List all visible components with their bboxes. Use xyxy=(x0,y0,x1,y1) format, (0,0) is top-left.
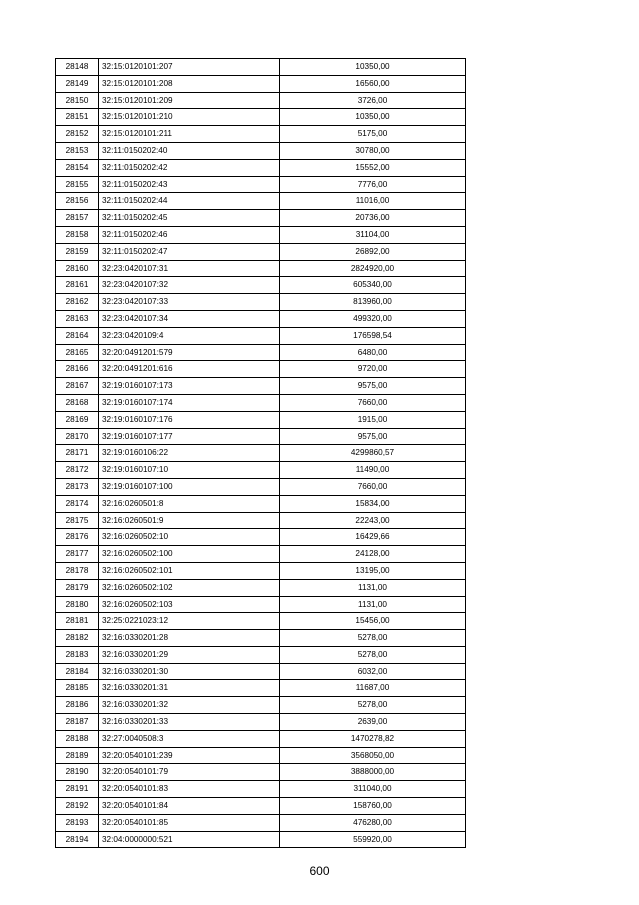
table-row xyxy=(56,512,466,529)
cadastral-number-cell: 32:16:0330201:29 xyxy=(99,646,280,663)
cadastral-number-cell: 32:20:0491201:579 xyxy=(99,344,280,361)
cadastral-number-cell: 32:23:0420107:33 xyxy=(99,294,280,311)
table-row xyxy=(56,260,466,277)
value-cell: 3726,00 xyxy=(280,92,466,109)
table-row xyxy=(56,462,466,479)
cadastral-number-cell: 32:11:0150202:44 xyxy=(99,193,280,210)
value-cell: 9720,00 xyxy=(280,361,466,378)
row-number-cell: 28194 xyxy=(56,831,99,848)
cadastral-number-cell: 32:16:0260502:10 xyxy=(99,529,280,546)
cadastral-number-cell: 32:16:0330201:32 xyxy=(99,697,280,714)
cadastral-number-cell: 32:20:0491201:616 xyxy=(99,361,280,378)
value-cell: 1131,00 xyxy=(280,579,466,596)
row-number-cell: 28165 xyxy=(56,344,99,361)
row-number-cell: 28174 xyxy=(56,495,99,512)
value-cell: 605340,00 xyxy=(280,277,466,294)
table-row xyxy=(56,75,466,92)
cadastral-number-cell: 32:20:0540101:85 xyxy=(99,814,280,831)
row-number-cell: 28193 xyxy=(56,814,99,831)
value-cell: 5278,00 xyxy=(280,697,466,714)
cadastral-number-cell: 32:15:0120101:210 xyxy=(99,109,280,126)
cadastral-number-cell: 32:16:0330201:33 xyxy=(99,714,280,731)
row-number-cell: 28170 xyxy=(56,428,99,445)
cadastral-number-cell: 32:16:0260502:101 xyxy=(99,562,280,579)
cadastral-number-cell: 32:20:0540101:84 xyxy=(99,798,280,815)
row-number-cell: 28152 xyxy=(56,126,99,143)
table-row xyxy=(56,478,466,495)
row-number-cell: 28150 xyxy=(56,92,99,109)
row-number-cell: 28181 xyxy=(56,613,99,630)
cadastral-number-cell: 32:19:0160107:177 xyxy=(99,428,280,445)
table-row xyxy=(56,361,466,378)
cadastral-number-cell: 32:27:0040508:3 xyxy=(99,730,280,747)
value-cell: 15552,00 xyxy=(280,159,466,176)
table-row xyxy=(56,310,466,327)
row-number-cell: 28154 xyxy=(56,159,99,176)
value-cell: 5175,00 xyxy=(280,126,466,143)
row-number-cell: 28185 xyxy=(56,680,99,697)
table-row xyxy=(56,730,466,747)
row-number-cell: 28187 xyxy=(56,714,99,731)
table-row xyxy=(56,210,466,227)
table-row xyxy=(56,747,466,764)
cadastral-number-cell: 32:19:0160107:176 xyxy=(99,411,280,428)
cadastral-number-cell: 32:19:0160106:22 xyxy=(99,445,280,462)
cadastral-number-cell: 32:19:0160107:174 xyxy=(99,394,280,411)
table-row xyxy=(56,630,466,647)
table-row xyxy=(56,714,466,731)
value-cell: 7660,00 xyxy=(280,394,466,411)
value-cell: 30780,00 xyxy=(280,142,466,159)
value-cell: 813960,00 xyxy=(280,294,466,311)
row-number-cell: 28153 xyxy=(56,142,99,159)
cadastral-number-cell: 32:16:0260501:9 xyxy=(99,512,280,529)
table-row xyxy=(56,781,466,798)
value-cell: 7660,00 xyxy=(280,478,466,495)
value-cell: 9575,00 xyxy=(280,378,466,395)
table-row xyxy=(56,327,466,344)
value-cell: 9575,00 xyxy=(280,428,466,445)
cadastral-number-cell: 32:16:0260502:100 xyxy=(99,546,280,563)
table-row xyxy=(56,831,466,848)
table-row xyxy=(56,445,466,462)
cadastral-number-cell: 32:15:0120101:209 xyxy=(99,92,280,109)
value-cell: 15456,00 xyxy=(280,613,466,630)
row-number-cell: 28182 xyxy=(56,630,99,647)
table-row xyxy=(56,243,466,260)
value-cell: 13195,00 xyxy=(280,562,466,579)
row-number-cell: 28166 xyxy=(56,361,99,378)
value-cell: 10350,00 xyxy=(280,59,466,76)
row-number-cell: 28171 xyxy=(56,445,99,462)
cadastral-number-cell: 32:25:0221023:12 xyxy=(99,613,280,630)
cadastral-number-cell: 32:16:0330201:28 xyxy=(99,630,280,647)
cadastral-number-cell: 32:15:0120101:207 xyxy=(99,59,280,76)
row-number-cell: 28167 xyxy=(56,378,99,395)
row-number-cell: 28161 xyxy=(56,277,99,294)
row-number-cell: 28190 xyxy=(56,764,99,781)
value-cell: 2824920,00 xyxy=(280,260,466,277)
value-cell: 24128,00 xyxy=(280,546,466,563)
cadastral-number-cell: 32:16:0260501:8 xyxy=(99,495,280,512)
table-row xyxy=(56,646,466,663)
row-number-cell: 28186 xyxy=(56,697,99,714)
cadastral-number-cell: 32:19:0160107:173 xyxy=(99,378,280,395)
value-cell: 499320,00 xyxy=(280,310,466,327)
cadastral-number-cell: 32:11:0150202:46 xyxy=(99,226,280,243)
row-number-cell: 28180 xyxy=(56,596,99,613)
cadastral-number-cell: 32:11:0150202:40 xyxy=(99,142,280,159)
table-body xyxy=(56,59,466,848)
table-row xyxy=(56,142,466,159)
row-number-cell: 28178 xyxy=(56,562,99,579)
row-number-cell: 28176 xyxy=(56,529,99,546)
cadastral-number-cell: 32:16:0260502:103 xyxy=(99,596,280,613)
table-row xyxy=(56,495,466,512)
table-row xyxy=(56,411,466,428)
table-row xyxy=(56,294,466,311)
table-row xyxy=(56,193,466,210)
value-cell: 11490,00 xyxy=(280,462,466,479)
table-row xyxy=(56,596,466,613)
table-row xyxy=(56,92,466,109)
table-row xyxy=(56,344,466,361)
row-number-cell: 28192 xyxy=(56,798,99,815)
cadastral-number-cell: 32:20:0540101:83 xyxy=(99,781,280,798)
row-number-cell: 28175 xyxy=(56,512,99,529)
cadastral-number-cell: 32:16:0330201:30 xyxy=(99,663,280,680)
table-row xyxy=(56,159,466,176)
value-cell: 5278,00 xyxy=(280,630,466,647)
cadastral-number-cell: 32:23:0420109:4 xyxy=(99,327,280,344)
cadastral-number-cell: 32:23:0420107:32 xyxy=(99,277,280,294)
row-number-cell: 28155 xyxy=(56,176,99,193)
row-number-cell: 28188 xyxy=(56,730,99,747)
value-cell: 26892,00 xyxy=(280,243,466,260)
cadastral-number-cell: 32:04:0000000:521 xyxy=(99,831,280,848)
table-row xyxy=(56,680,466,697)
value-cell: 16560,00 xyxy=(280,75,466,92)
row-number-cell: 28184 xyxy=(56,663,99,680)
table-row xyxy=(56,176,466,193)
table-row xyxy=(56,226,466,243)
table-row xyxy=(56,394,466,411)
row-number-cell: 28148 xyxy=(56,59,99,76)
value-cell: 11687,00 xyxy=(280,680,466,697)
value-cell: 1470278,82 xyxy=(280,730,466,747)
table-row xyxy=(56,663,466,680)
cadastral-number-cell: 32:16:0330201:31 xyxy=(99,680,280,697)
table-row xyxy=(56,814,466,831)
cadastral-number-cell: 32:11:0150202:42 xyxy=(99,159,280,176)
value-cell: 6032,00 xyxy=(280,663,466,680)
table-row xyxy=(56,798,466,815)
row-number-cell: 28177 xyxy=(56,546,99,563)
value-cell: 31104,00 xyxy=(280,226,466,243)
row-number-cell: 28156 xyxy=(56,193,99,210)
value-cell: 2639,00 xyxy=(280,714,466,731)
value-cell: 476280,00 xyxy=(280,814,466,831)
row-number-cell: 28157 xyxy=(56,210,99,227)
value-cell: 16429,66 xyxy=(280,529,466,546)
cadastral-number-cell: 32:15:0120101:211 xyxy=(99,126,280,143)
row-number-cell: 28172 xyxy=(56,462,99,479)
cadastral-number-cell: 32:16:0260502:102 xyxy=(99,579,280,596)
cadastral-number-cell: 32:20:0540101:239 xyxy=(99,747,280,764)
value-cell: 10350,00 xyxy=(280,109,466,126)
cadastral-number-cell: 32:20:0540101:79 xyxy=(99,764,280,781)
cadastral-number-cell: 32:23:0420107:31 xyxy=(99,260,280,277)
row-number-cell: 28158 xyxy=(56,226,99,243)
row-number-cell: 28160 xyxy=(56,260,99,277)
row-number-cell: 28164 xyxy=(56,327,99,344)
value-cell: 4299860,57 xyxy=(280,445,466,462)
row-number-cell: 28173 xyxy=(56,478,99,495)
value-cell: 3888000,00 xyxy=(280,764,466,781)
table-row xyxy=(56,546,466,563)
table-row xyxy=(56,428,466,445)
cadastral-number-cell: 32:23:0420107:34 xyxy=(99,310,280,327)
row-number-cell: 28169 xyxy=(56,411,99,428)
table-row xyxy=(56,126,466,143)
cadastral-number-cell: 32:15:0120101:208 xyxy=(99,75,280,92)
value-cell: 3568050,00 xyxy=(280,747,466,764)
table-row xyxy=(56,764,466,781)
row-number-cell: 28151 xyxy=(56,109,99,126)
table-row xyxy=(56,277,466,294)
row-number-cell: 28159 xyxy=(56,243,99,260)
table-row xyxy=(56,378,466,395)
row-number-cell: 28191 xyxy=(56,781,99,798)
table-row xyxy=(56,613,466,630)
table-row xyxy=(56,529,466,546)
value-cell: 311040,00 xyxy=(280,781,466,798)
value-cell: 1131,00 xyxy=(280,596,466,613)
row-number-cell: 28149 xyxy=(56,75,99,92)
row-number-cell: 28189 xyxy=(56,747,99,764)
cadastral-number-cell: 32:11:0150202:45 xyxy=(99,210,280,227)
value-cell: 7776,00 xyxy=(280,176,466,193)
value-cell: 5278,00 xyxy=(280,646,466,663)
row-number-cell: 28183 xyxy=(56,646,99,663)
row-number-cell: 28168 xyxy=(56,394,99,411)
cadastral-value-table xyxy=(55,58,466,848)
value-cell: 20736,00 xyxy=(280,210,466,227)
value-cell: 559920,00 xyxy=(280,831,466,848)
value-cell: 11016,00 xyxy=(280,193,466,210)
page-number: 600 xyxy=(309,864,330,878)
table-row xyxy=(56,59,466,76)
row-number-cell: 28162 xyxy=(56,294,99,311)
row-number-cell: 28179 xyxy=(56,579,99,596)
table-row xyxy=(56,697,466,714)
row-number-cell: 28163 xyxy=(56,310,99,327)
cadastral-number-cell: 32:19:0160107:100 xyxy=(99,478,280,495)
table-row xyxy=(56,109,466,126)
cadastral-number-cell: 32:11:0150202:47 xyxy=(99,243,280,260)
table-row xyxy=(56,562,466,579)
value-cell: 176598,54 xyxy=(280,327,466,344)
value-cell: 6480,00 xyxy=(280,344,466,361)
cadastral-number-cell: 32:19:0160107:10 xyxy=(99,462,280,479)
value-cell: 1915,00 xyxy=(280,411,466,428)
value-cell: 15834,00 xyxy=(280,495,466,512)
value-cell: 22243,00 xyxy=(280,512,466,529)
cadastral-number-cell: 32:11:0150202:43 xyxy=(99,176,280,193)
value-cell: 158760,00 xyxy=(280,798,466,815)
table-row xyxy=(56,579,466,596)
